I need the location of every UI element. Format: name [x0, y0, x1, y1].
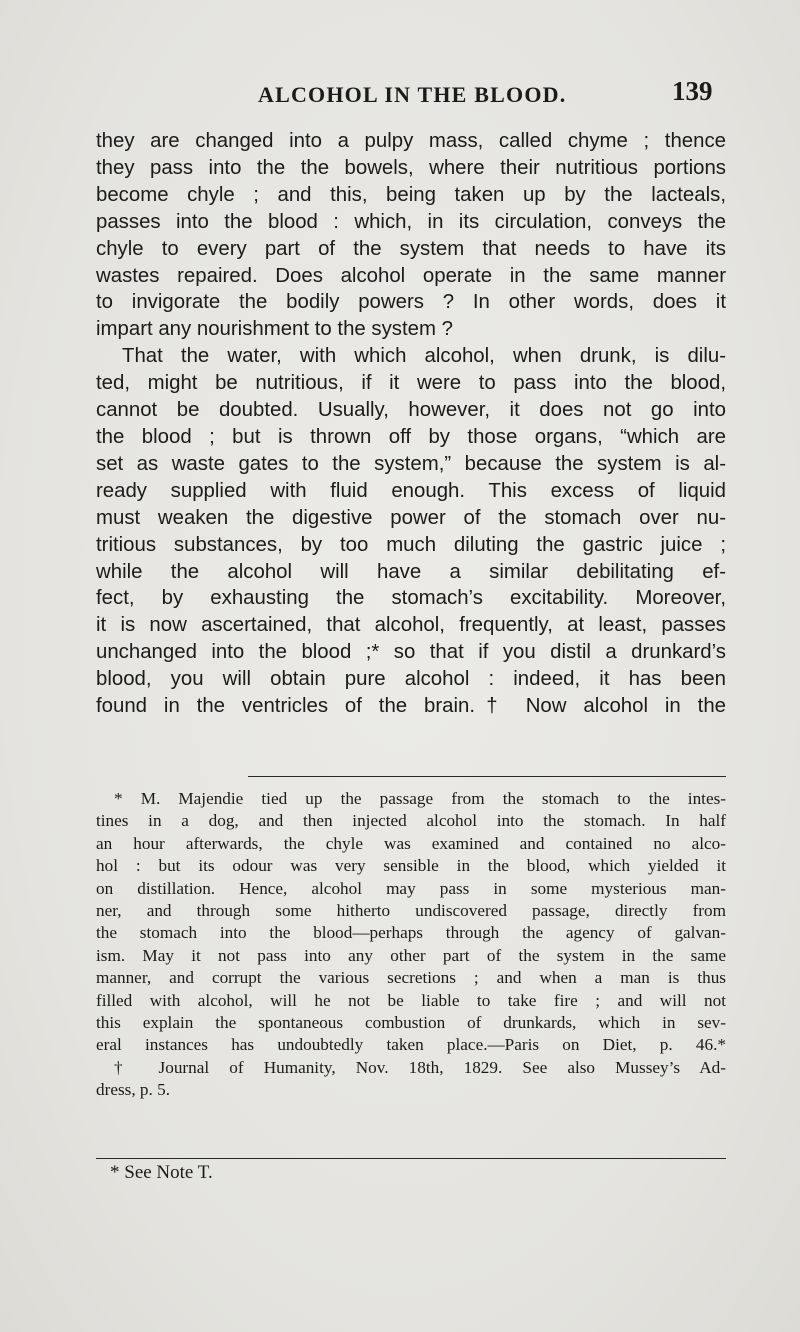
- footnote-line: filled with alcohol, will he not be liable to take fire ; and will not: [96, 990, 726, 1010]
- text-line: set as waste gates to the system,” because the system is al-: [96, 452, 726, 475]
- footnote-line: manner, and corrupt the various secretions ; and when a man is thus: [96, 968, 726, 988]
- page-number: 139: [672, 76, 713, 106]
- text-line: to invigorate the bodily powers ? In other words, does it: [96, 291, 726, 314]
- text-line: wastes repaired. Does alcohol operate in the same manner: [96, 264, 726, 287]
- text-line: tritious substances, by too much diluting the gastric juice ;: [96, 533, 726, 556]
- footnote-line: the stomach into the blood—perhaps through the agency of galvan-: [96, 923, 726, 943]
- main-text: [96, 128, 726, 720]
- text-line: unchanged into the blood ;* so that if you distil a drunkard’s: [96, 641, 726, 664]
- text-line: it is now ascertained, that alcohol, frequently, at least, passes: [96, 614, 726, 637]
- footnote-divider: [248, 776, 726, 777]
- text-line: cannot be doubted. Usually, however, it does not go into: [96, 399, 726, 422]
- footnote-line: † Journal of Humanity, Nov. 18th, 1829. See also Mussey’s Ad-: [114, 1057, 726, 1077]
- footnote-line: ism. May it not pass into any other part of the system in the same: [96, 945, 726, 965]
- footnote-line: dress, p. 5.: [96, 1080, 170, 1100]
- footnote-line: * M. Majendie tied up the passage from the stomach to the intes-: [114, 789, 726, 808]
- text-line: blood, you will obtain pure alcohol : indeed, it has been: [96, 668, 726, 691]
- footnote-line: hol : but its odour was very sensible in the blood, which yielded it: [96, 856, 726, 876]
- footnote-line: an hour afterwards, the chyle was examined and contained no alco-: [96, 833, 726, 853]
- footnote-line: this explain the spontaneous combustion of drunkards, which in sev-: [96, 1013, 726, 1033]
- text-line: they pass into the the bowels, where their nutritious portions: [96, 156, 726, 179]
- page-note-divider: [96, 1158, 726, 1159]
- text-line: while the alcohol will have a similar debilitating ef-: [96, 560, 726, 583]
- page-note: * See Note T.: [110, 1162, 213, 1183]
- text-line: chyle to every part of the system that needs to have its: [96, 237, 726, 260]
- footnote-line: ner, and through some hitherto undiscovered passage, directly from: [96, 901, 726, 921]
- footnote-line: on distillation. Hence, alcohol may pass in some mysterious man-: [96, 878, 726, 898]
- text-line: fect, by exhausting the stomach’s excitability. Moreover,: [96, 587, 726, 610]
- text-line: ready supplied with fluid enough. This excess of liquid: [96, 479, 726, 502]
- text-line: That the water, with which alcohol, when drunk, is dilu-: [122, 345, 726, 368]
- footnote-line: tines in a dog, and then injected alcohol into the stomach. In half: [96, 811, 726, 831]
- text-line: found in the ventricles of the brain.† Now alcohol in the: [96, 695, 726, 718]
- text-line: impart any nourishment to the system ?: [96, 318, 453, 341]
- text-line: passes into the blood : which, in its circulation, conveys the: [96, 210, 726, 233]
- text-line: the blood ; but is thrown off by those organs, “which are: [96, 425, 726, 448]
- text-line: become chyle ; and this, being taken up by the lacteals,: [96, 183, 726, 206]
- text-line: must weaken the digestive power of the stomach over nu-: [96, 506, 726, 529]
- text-line: ted, might be nutritious, if it were to pass into the blood,: [96, 372, 726, 395]
- footnote-line: eral instances has undoubtedly taken place.—Paris on Diet, p. 46.*: [96, 1035, 726, 1055]
- footnotes: [96, 788, 726, 1102]
- running-title: ALCOHOL IN THE BLOOD.: [258, 82, 567, 107]
- text-line: they are changed into a pulpy mass, called chyme ; thence: [96, 130, 726, 152]
